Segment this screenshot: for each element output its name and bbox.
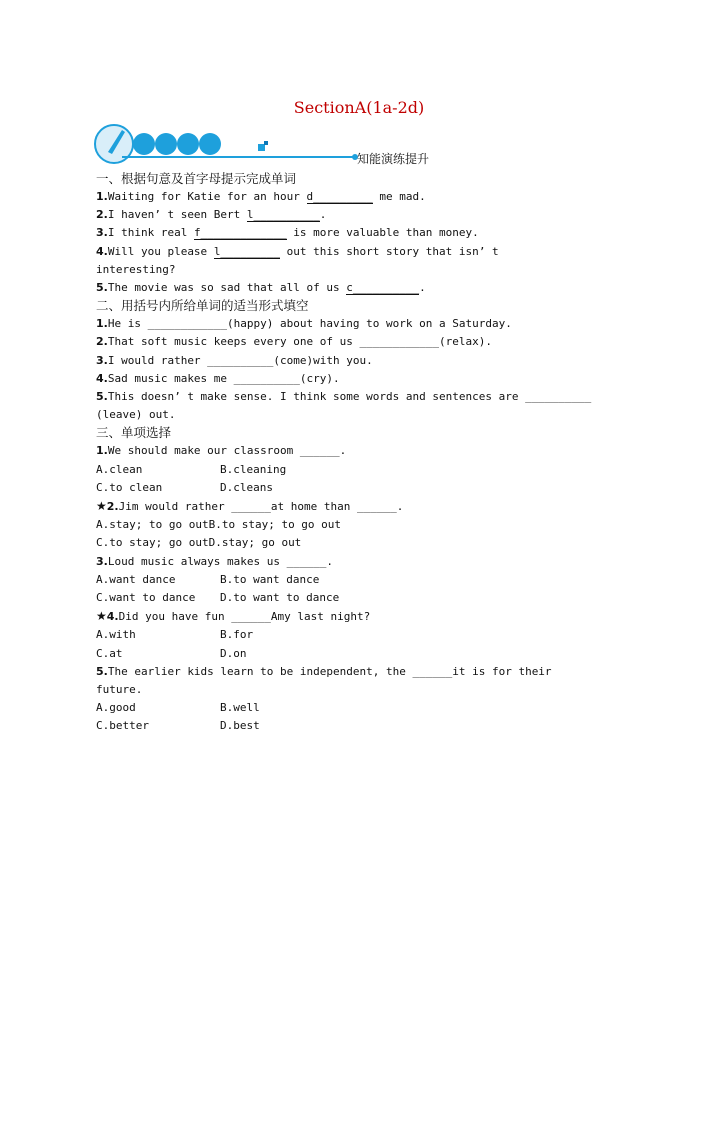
option-d[interactable]: D.to want to dance [220,591,340,605]
page-title: SectionA(1a-2d) [293,98,425,117]
option-b[interactable]: B.well [220,701,260,715]
question-number: 1. [96,190,108,203]
s3-q3-options-ab [96,571,626,589]
s1-question-5: 5.The movie was so sad that all of us c__________. [96,281,426,295]
option-d[interactable]: D.stay; go out [208,536,302,550]
star-icon: ★ [96,499,107,514]
banner-dot-1 [133,133,155,155]
option-c[interactable]: C.to clean [96,480,163,494]
question-number: 1. [96,444,108,458]
s2-question-2: 2.That soft music keeps every one of us ____________(relax). [96,335,492,349]
s2-question-1: 1.He is ____________(happy) about having to work on a Saturday. [96,317,512,331]
banner-square-small [264,141,268,145]
question-number: 4. [96,244,108,258]
s3-question-5: 5.The earlier kids learn to be independent, the ______it is for their [96,664,552,678]
s3-question-5-cont: future. [96,683,143,697]
s3-q2-options-ab [96,516,626,534]
banner-dot-3 [177,133,199,155]
option-d[interactable]: D.best [220,719,260,733]
option-d[interactable]: D.on [220,646,247,660]
question-number: 5. [96,281,108,295]
question-number: 3. [96,554,108,568]
s2-question-5-cont: (leave) out. [96,408,176,422]
s2-question-5: 5.This doesn’ t make sense. I think some words and sentences are __________ [96,390,592,404]
s3-q1-options-ab [96,461,626,479]
s3-question-2: ★2.Jim would rather ______at home than ______. [96,499,404,514]
s3-q5-options-ab [96,699,626,717]
s3-q1-options-cd [96,479,626,497]
s1-question-2: 2.I haven’ t seen Bert l__________. [96,208,327,222]
answer-blank[interactable]: l__________ [246,208,320,222]
answer-blank[interactable]: c__________ [346,281,420,295]
s3-q2-options-cd [96,534,626,552]
question-number: 1. [96,317,108,331]
option-b[interactable]: B.cleaning [220,462,287,476]
option-d[interactable]: D.cleans [220,480,273,494]
s3-q4-options-cd [96,645,626,663]
option-a[interactable]: A.good [96,701,136,715]
s1-question-3: 3.I think real f_____________ is more valuable than money. [96,226,479,240]
option-a[interactable]: A.want dance [96,572,176,586]
answer-blank[interactable]: l_________ [213,244,281,258]
option-c[interactable]: C.better [96,719,149,733]
option-b[interactable]: B.to want dance [220,572,320,586]
s3-q5-options-cd [96,717,626,735]
s3-q3-options-cd [96,589,626,607]
s1-question-4: 4.Will you please l_________ out this short story that isn’ t [96,244,499,258]
answer-blank[interactable]: d_________ [306,190,373,203]
banner-dot-2 [155,133,177,155]
s2-question-4: 4.Sad music makes me __________(cry). [96,371,340,385]
option-c[interactable]: C.to stay; go out [96,536,209,550]
option-a[interactable]: A.clean [96,462,143,476]
s3-q4-options-ab [96,626,626,644]
option-b[interactable]: B.for [220,628,254,642]
star-icon: ★ [96,609,107,624]
s3-question-1: 1.We should make our classroom ______. [96,444,347,458]
question-number: 3. [96,353,108,367]
option-b[interactable]: B.to stay; to go out [208,518,342,532]
banner-label: 知能演练提升 [357,152,430,166]
question-number: 4. [106,610,119,624]
worksheet-content [96,170,626,736]
s3-question-3: 3.Loud music always makes us ______. [96,554,334,568]
question-number: 2. [96,335,108,349]
question-number: 5. [96,390,108,404]
section1-heading: 一、根据句意及首字母提示完成单词 [96,171,297,186]
s3-question-4: ★4.Did you have fun ______Amy last night? [96,609,371,624]
option-a[interactable]: A.stay; to go out [96,518,209,532]
option-c[interactable]: C.at [96,646,123,660]
section3-heading: 三、单项选择 [96,425,172,441]
banner-dot-4 [199,133,221,155]
answer-blank[interactable]: f_____________ [193,226,287,240]
section2-heading: 二、用括号内所给单词的适当形式填空 [96,298,309,314]
question-number: 2. [96,208,108,222]
s2-question-3: 3.I would rather __________(come)with you. [96,353,373,367]
question-number: 4. [96,371,108,385]
s1-question-4-cont: interesting? [96,262,176,276]
question-number: 3. [96,226,108,240]
question-number: 2. [106,500,119,514]
banner-square-icon [258,144,265,151]
question-number: 5. [96,664,108,678]
option-a[interactable]: A.with [96,628,136,642]
s1-question-1: 1.Waiting for Katie for an hour d_________ me mad. [96,190,426,203]
option-c[interactable]: C.want to dance [96,591,196,605]
